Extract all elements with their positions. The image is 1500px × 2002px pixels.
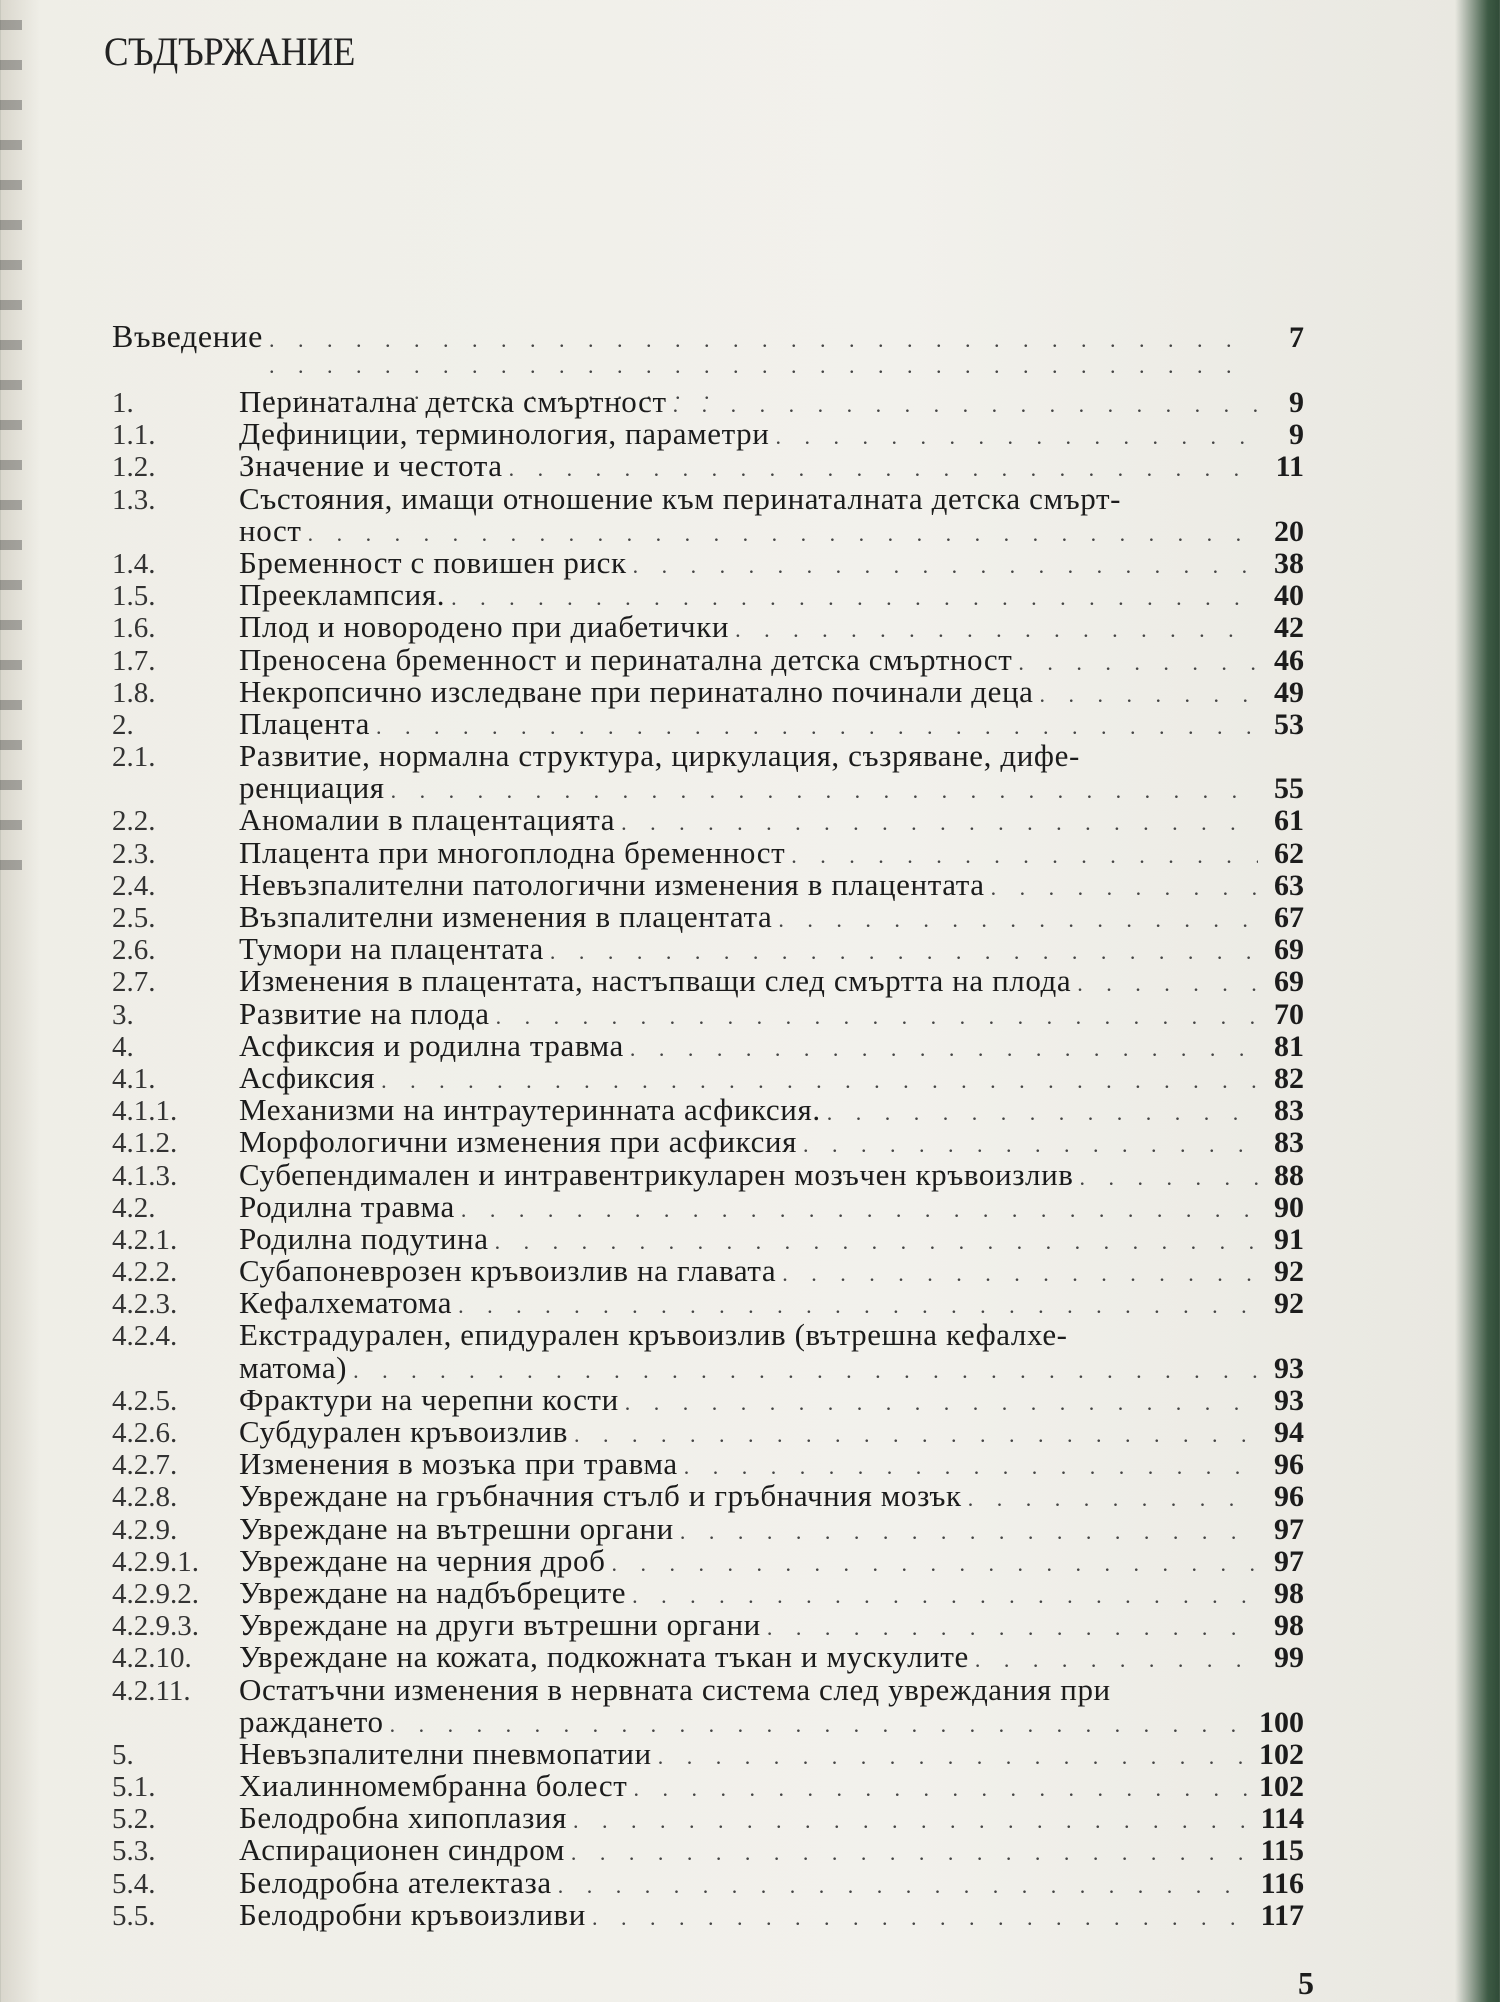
entry-title: Аномалии в плацентацията [239, 802, 616, 838]
entry-number: 4.1.1. [112, 1095, 178, 1128]
entry-number: 1.8. [112, 676, 156, 709]
entry-number: 1.5. [112, 580, 156, 613]
entry-page: 83 [1274, 1094, 1304, 1128]
entry-title: Хиалинномембранна болест [239, 1768, 628, 1804]
dot-leader [1018, 647, 1258, 679]
entry-number: 1. [112, 387, 134, 419]
entry-page: 53 [1274, 707, 1304, 741]
entry-title: Плацента [239, 705, 371, 741]
entry-title: Родилна травма [239, 1188, 455, 1224]
dot-leader [625, 1387, 1258, 1419]
entry-number: 4.2.5. [112, 1384, 178, 1417]
entry-page: 38 [1274, 546, 1304, 580]
entry-number: 4.2.9. [112, 1513, 178, 1546]
entry-page: 91 [1274, 1222, 1304, 1256]
dot-leader [633, 550, 1258, 582]
entry-title: Родилна подутина [239, 1220, 489, 1256]
toc-entry [112, 1220, 1304, 1256]
entry-title: Механизми на интраутеринната асфиксия. [239, 1092, 821, 1128]
dot-leader [1040, 679, 1258, 711]
toc-entry [112, 804, 1304, 836]
toc-entry [112, 1510, 1304, 1546]
dot-leader [968, 1483, 1258, 1515]
entry-page: 9 [1289, 418, 1304, 452]
entry-title: Плацента при многоплодна бременност [239, 834, 786, 870]
entry-title: Плод и новородено при диабетички [239, 609, 730, 645]
toc-entry [112, 1319, 1304, 1351]
toc-entry [112, 1416, 1304, 1448]
toc-entry [112, 673, 1304, 709]
toc-entry [112, 418, 1304, 450]
entry-title: Остатъчни изменения в нервната система след увреждания при [239, 1671, 1111, 1707]
entry-number: 1.1. [112, 419, 156, 452]
dot-leader [558, 1870, 1255, 1902]
entry-title: Белодробни кръвоизливи [239, 1896, 586, 1932]
entry-title-continuation: ренциация [239, 770, 385, 806]
entry-title: Перинатална детска смъртност [239, 384, 667, 419]
entry-number: 2.4. [112, 869, 156, 902]
entry-page: 55 [1274, 772, 1304, 806]
entry-title: Субдурален кръвоизлив [239, 1414, 569, 1449]
entry-number: 4.2.3. [112, 1288, 178, 1321]
toc-entry [112, 1641, 1304, 1673]
dot-leader [633, 1773, 1253, 1805]
page-number: 5 [1298, 1965, 1314, 2001]
entry-title: Изменения в мозъка при травма [239, 1446, 678, 1482]
entry-title: Фрактури на черепни кости [239, 1381, 619, 1417]
dot-leader [827, 1097, 1258, 1129]
entry-title: Състояния, имащи отношение към перинаталната детска смърт- [239, 480, 1122, 516]
entry-title-continuation: матома) [239, 1349, 348, 1385]
entry-number: 1.4. [112, 547, 156, 580]
entry-number: 5.3. [112, 1835, 156, 1868]
entry-number: 5.4. [112, 1867, 156, 1900]
toc-entry [112, 579, 1304, 611]
entry-page: 96 [1274, 1448, 1304, 1482]
entry-number: 2.3. [112, 837, 156, 870]
entry-page: 62 [1274, 836, 1304, 870]
entry-title: Некропсично изследване при перинатално починали деца [239, 673, 1034, 709]
entry-title: Дефиниции, терминология, параметри [239, 416, 770, 452]
entry-page: 11 [1275, 450, 1304, 484]
entry-number: 4.2.9.1. [112, 1545, 199, 1578]
entry-page: 82 [1274, 1061, 1304, 1095]
page-title: СЪДЪРЖАНИЕ [104, 29, 355, 74]
entry-title: Преносена бременност и перинатална детска смъртност [239, 641, 1013, 677]
toc-entry [112, 1671, 1304, 1707]
entry-title: Субапоневрозен кръвоизлив на главата [239, 1253, 777, 1289]
entry-title: Асфиксия [239, 1059, 376, 1095]
entry-page: 42 [1274, 611, 1304, 645]
toc-entry [112, 641, 1304, 677]
entry-number: 1.6. [112, 612, 156, 645]
dot-leader [991, 872, 1258, 904]
entry-number: 5.1. [112, 1771, 156, 1804]
toc-entry-continuation [112, 772, 1304, 804]
entry-title: Тумори на плацентата [239, 931, 544, 967]
entry-page: 67 [1274, 901, 1304, 934]
dot-leader [1077, 968, 1258, 1000]
entry-title: Невъзпалителни пневмопатии [239, 1735, 652, 1771]
entry-page: 92 [1274, 1255, 1304, 1289]
dot-leader [611, 1548, 1258, 1580]
dot-leader [782, 1258, 1258, 1290]
entry-title: Кефалхематома [239, 1285, 453, 1321]
toc-entry [112, 1059, 1304, 1095]
toc-entry [112, 1802, 1304, 1834]
entry-page: 97 [1274, 1512, 1304, 1546]
entry-title: Увреждане на други вътрешни органи [239, 1607, 761, 1643]
dot-leader [573, 1805, 1255, 1837]
toc-entry [112, 834, 1304, 870]
entry-page: 94 [1274, 1416, 1304, 1449]
entry-title-continuation: раждането [239, 1703, 384, 1739]
entry-title: Развитие на плода [239, 995, 490, 1031]
toc-entry [112, 1542, 1304, 1578]
entry-number: 4.2.8. [112, 1481, 178, 1514]
toc-entry [112, 1156, 1304, 1192]
facing-page-edge [0, 0, 22, 900]
entry-number: 4.2.9.3. [112, 1610, 199, 1643]
toc-entry [112, 1574, 1304, 1610]
entry-page: 100 [1259, 1705, 1304, 1739]
dot-leader [571, 1837, 1255, 1869]
entry-page: 63 [1274, 868, 1304, 902]
entry-number: 4.2.10. [112, 1642, 192, 1675]
entry-page: 93 [1274, 1351, 1304, 1385]
entry-page: 46 [1274, 643, 1304, 677]
toc-entry [112, 866, 1304, 902]
toc-entry [112, 1896, 1304, 1932]
entry-page: 40 [1274, 579, 1304, 613]
entry-number: 2.7. [112, 966, 156, 999]
entry-number: 4. [112, 1030, 134, 1063]
entry-title: Значение и честота [239, 448, 503, 484]
entry-number: 4.2.2. [112, 1256, 178, 1289]
dot-leader [775, 421, 1258, 453]
toc-entry [112, 901, 1304, 933]
entry-page: 9 [1289, 386, 1304, 419]
entry-number: 4.2.9.2. [112, 1577, 199, 1610]
entry-number: 5.2. [112, 1803, 156, 1836]
entry-page: 115 [1260, 1834, 1304, 1868]
entry-page: 98 [1274, 1576, 1304, 1610]
toc-entry [112, 1735, 1304, 1771]
entry-title: Увреждане на вътрешни органи [239, 1510, 674, 1546]
toc-entry [112, 995, 1304, 1031]
dot-leader [778, 904, 1258, 936]
entry-title: Увреждане на надбъбреците [239, 1574, 627, 1610]
toc-entry-continuation [112, 1349, 1304, 1385]
entry-title: Белодробна ателектаза [239, 1864, 552, 1900]
entry-number: 4.2. [112, 1191, 156, 1224]
table-of-contents [112, 386, 1304, 1931]
toc-entry [112, 1381, 1304, 1417]
toc-entry-continuation [112, 512, 1304, 548]
toc-entry [112, 1834, 1304, 1866]
dot-leader [630, 1033, 1258, 1065]
entry-number: 2. [112, 708, 134, 741]
entry-title: Невъзпалителни патологични изменения в плацентата [239, 866, 985, 902]
toc-entry [112, 480, 1304, 516]
entry-page: 96 [1274, 1480, 1304, 1514]
entry-title: Бременност с повишен риск [239, 544, 627, 580]
entry-number: 4.2.7. [112, 1449, 178, 1482]
entry-title: Прееклампсия. [239, 577, 446, 613]
toc-entry [112, 1770, 1304, 1802]
toc-entry [112, 1094, 1304, 1126]
toc-entry [112, 705, 1304, 741]
toc-entry [112, 740, 1304, 772]
entry-number: 2.2. [112, 805, 156, 838]
entry-title: Екстрадурален, епидурален кръвоизлив (вътрешна кефалхе- [239, 1317, 1068, 1353]
entry-title: Субепендимален и интравентрикуларен мозъчен кръвоизлив [239, 1156, 1074, 1192]
dot-leader [592, 1902, 1255, 1934]
entry-page: 69 [1274, 933, 1304, 967]
entry-title: Развитие, нормална структура, циркулация, съзряване, дифе- [239, 738, 1080, 774]
toc-entry [112, 1188, 1304, 1224]
dot-leader [1080, 1162, 1258, 1194]
entry-page: 92 [1274, 1287, 1304, 1321]
entry-number: 4.2.11. [112, 1674, 191, 1707]
toc-entry [112, 450, 1304, 482]
entry-number: 4.2.4. [112, 1320, 178, 1353]
entry-title: Увреждане на черния дроб [239, 1542, 606, 1578]
toc-entry [112, 965, 1304, 997]
toc-entry [112, 1027, 1304, 1063]
entry-page: 102 [1259, 1737, 1304, 1771]
entry-page: 69 [1274, 965, 1304, 999]
entry-number: 5.5. [112, 1899, 156, 1932]
entry-title: Възпалителни изменения в плацентата [239, 899, 773, 934]
toc-entry [112, 1126, 1304, 1158]
entry-number: 2.6. [112, 934, 156, 967]
entry-page: 98 [1274, 1609, 1304, 1643]
entry-page: 20 [1274, 514, 1304, 548]
entry-number: 1.7. [112, 644, 156, 677]
entry-page: 83 [1274, 1126, 1304, 1160]
entry-page: 70 [1274, 997, 1304, 1031]
entry-number: 4.2.1. [112, 1223, 178, 1256]
entry-page: 116 [1260, 1866, 1304, 1900]
entry-page: 7 [1289, 321, 1304, 354]
entry-page: 114 [1260, 1802, 1304, 1836]
entry-number: 5. [112, 1738, 134, 1771]
toc-entry [112, 1480, 1304, 1512]
entry-page: 117 [1260, 1898, 1304, 1932]
toc-entry [112, 1864, 1304, 1900]
entry-page: 88 [1274, 1158, 1304, 1192]
toc-entry [112, 1255, 1304, 1287]
toc-entry [112, 386, 1304, 418]
entry-title-continuation: ност [239, 512, 302, 548]
entry-title: Асфиксия и родилна травма [239, 1027, 624, 1063]
entry-number: 4.1.2. [112, 1127, 178, 1160]
entry-page: 99 [1274, 1641, 1304, 1675]
entry-number: 1.2. [112, 451, 156, 484]
entry-title: Изменения в плацентата, настъпващи след смъртта на плода [239, 963, 1072, 999]
dot-leader [680, 1516, 1258, 1548]
entry-number: 4.1. [112, 1062, 156, 1095]
toc-entry [112, 1609, 1304, 1641]
entry-title: Аспирационен синдром [239, 1832, 565, 1868]
dot-leader [461, 1194, 1258, 1226]
entry-page: 61 [1274, 804, 1304, 838]
entry-number: 1.3. [112, 483, 156, 516]
entry-page: 49 [1274, 675, 1304, 709]
toc-entry [112, 933, 1304, 965]
dot-leader [658, 1741, 1253, 1773]
entry-page: 93 [1274, 1383, 1304, 1417]
toc-entry-continuation [112, 1703, 1304, 1739]
toc-entry [112, 1448, 1304, 1480]
entry-page: 81 [1274, 1029, 1304, 1063]
toc-entry [112, 544, 1304, 580]
entry-page: 90 [1274, 1190, 1304, 1224]
entry-number: 2.5. [112, 902, 156, 934]
entry-title: Увреждане на кожата, подкожната тъкан и мускулите [239, 1639, 969, 1675]
entry-title: Белодробна хипоплазия [239, 1800, 567, 1836]
entry-title: Увреждане на гръбначния стълб и гръбначния мозък [239, 1478, 962, 1514]
entry-page: 97 [1274, 1544, 1304, 1578]
entry-number: 4.2.6. [112, 1417, 178, 1449]
entry-title: Морфологични изменения при асфиксия [239, 1124, 797, 1160]
entry-number: 2.1. [112, 741, 156, 774]
entry-number: 3. [112, 998, 134, 1031]
entry-number: 4.1.3. [112, 1159, 178, 1192]
toc-entry [112, 1287, 1304, 1319]
entry-title: Въведение [112, 318, 263, 354]
entry-page: 102 [1259, 1770, 1304, 1804]
toc-entry [112, 611, 1304, 643]
